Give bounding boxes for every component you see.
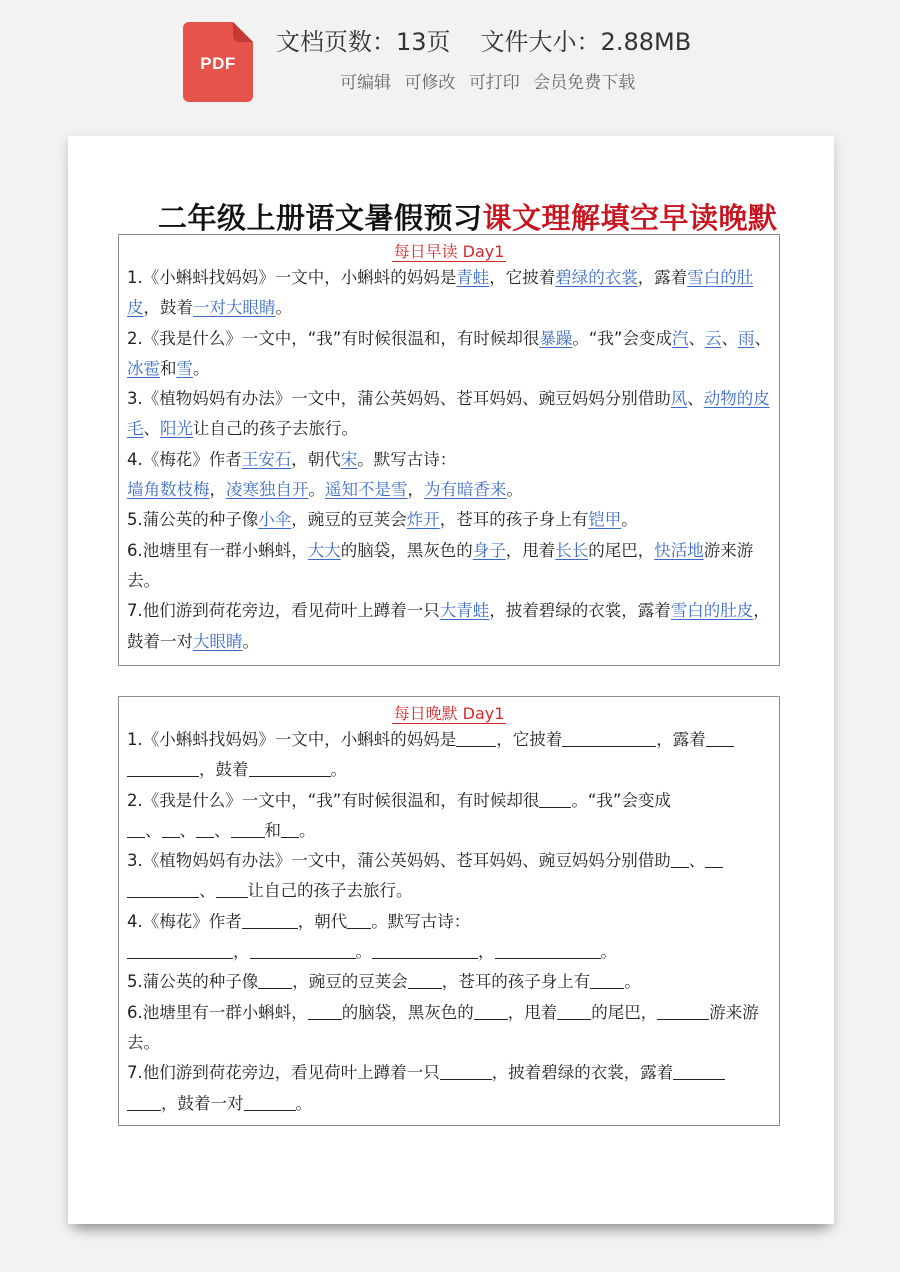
fill-blank: [127, 821, 145, 838]
fill-blank: [127, 881, 199, 898]
fill-blank: [308, 1003, 342, 1020]
item-text: 的尾巴，: [588, 540, 655, 560]
answer-text: 雪白的肚皮: [127, 268, 754, 318]
item-text: ，甩着: [507, 1002, 558, 1022]
answer-text: 王安石: [241, 449, 292, 469]
item-text: ，豌豆的豆荚会: [291, 510, 407, 530]
answer-text: 身子: [472, 540, 506, 560]
item-text: 5.蒲公英的种子像: [127, 510, 259, 530]
item-text: ，露着: [656, 730, 706, 749]
feature-modifiable: 可修改: [404, 73, 456, 93]
fill-blank: [557, 1003, 591, 1020]
feature-list: [340, 68, 635, 93]
item-text: ，它披着: [489, 268, 556, 287]
fill-blank: [242, 912, 298, 929]
fill-blank: [408, 972, 442, 989]
item-text: ，: [478, 942, 495, 962]
item-text: ，它披着: [496, 730, 563, 749]
item-text: ，披着碧绿的衣裳，露着: [489, 601, 671, 621]
fill-blank: [162, 821, 180, 838]
pdf-badge-label: PDF: [200, 54, 236, 73]
answer-text: 大大: [307, 540, 341, 560]
fill-blank: [562, 730, 656, 747]
answer-text: 小伞: [258, 510, 292, 530]
feature-editable: 可编辑: [340, 73, 391, 93]
item-text: 7.他们游到荷花旁边，看见荷叶上蹲着一只: [127, 1063, 440, 1083]
item-text: 。: [506, 480, 523, 500]
item-text: 、: [214, 820, 231, 840]
answer-text: 大青蛙: [439, 601, 490, 621]
item-text: 。: [624, 972, 641, 992]
item-text: 、: [721, 328, 738, 348]
item-text: ，露着: [637, 268, 688, 287]
morning-item: [127, 324, 771, 385]
answer-text: 雨: [737, 328, 755, 348]
item-text: ，甩着: [505, 540, 556, 560]
item-text: 1.《小蝌蚪找妈妈》一文中，小蝌蚪的妈妈是: [127, 268, 457, 287]
item-text: ，: [209, 480, 226, 500]
item-text: 4.《梅花》作者: [127, 911, 242, 931]
answer-text: 暴躁: [539, 328, 573, 348]
item-text: 、: [687, 389, 704, 409]
item-text: 的尾巴，: [591, 1002, 658, 1022]
answer-text: 青蛙: [456, 268, 490, 287]
item-text: 、: [688, 851, 706, 871]
fill-blank: [657, 1003, 709, 1020]
feature-member-download: 会员免费下载: [533, 73, 636, 93]
morning-heading: 每日早读 Day1: [393, 242, 505, 261]
item-text: ，朝代: [291, 449, 341, 469]
fill-blank: [474, 1003, 508, 1020]
item-text: 的脑袋，黑灰色的: [340, 540, 473, 560]
item-text: 、: [688, 328, 705, 348]
item-text: 7.他们游到荷花旁边，看见荷叶上蹲着一只: [127, 601, 440, 621]
item-text: 。默写古诗：: [357, 449, 457, 469]
item-text: ，朝代: [297, 911, 348, 931]
item-text: 游来游去。: [127, 1002, 759, 1052]
item-text: 1.《小蝌蚪找妈妈》一文中，小蝌蚪的妈妈是: [127, 730, 457, 749]
evening-item: [127, 1058, 771, 1119]
item-text: ，豌豆的豆荚会: [292, 972, 408, 992]
morning-item: [127, 445, 771, 506]
fill-blank: [495, 942, 601, 959]
evening-item: [127, 907, 771, 968]
item-text: 、: [199, 881, 216, 901]
fill-blank: [127, 1094, 161, 1111]
file-size: 文件大小：2.88MB: [480, 28, 692, 56]
item-text: 2.《我是什么》一文中，“我”有时候很温和，有时候却很: [127, 328, 540, 348]
item-text: ，披着碧绿的衣裳，露着: [491, 1063, 674, 1083]
fill-blank: [539, 791, 571, 808]
fill-blank: [372, 942, 478, 959]
item-text: 。: [299, 820, 316, 840]
fill-blank: [706, 730, 734, 747]
item-text: 3.《植物妈妈有办法》一文中，蒲公英妈妈、苍耳妈妈、豌豆妈妈分别借助: [127, 389, 671, 409]
fill-blank: [216, 881, 248, 898]
item-text: 、: [143, 419, 160, 439]
item-text: 6.池塘里有一群小蝌蚪，: [127, 540, 308, 560]
fill-blank: [671, 851, 689, 868]
item-text: ，鼓着: [143, 298, 193, 318]
morning-items: [119, 263, 779, 657]
morning-item: [127, 505, 771, 535]
item-text: 3.《植物妈妈有办法》一文中，蒲公英妈妈、苍耳妈妈、豌豆妈妈分别借助: [127, 851, 671, 871]
item-text: 游来游去。: [127, 540, 754, 590]
fill-blank: [127, 942, 233, 959]
fill-blank: [244, 1094, 296, 1111]
item-text: 和: [160, 358, 177, 378]
document-page: [68, 136, 834, 1224]
fill-blank: [705, 851, 723, 868]
answer-text: 铠甲: [588, 510, 622, 530]
title-red-part: 课文理解填空早读晚默: [482, 201, 778, 235]
answer-text: 阳光: [160, 419, 193, 439]
item-text: 让自己的孩子去旅行。: [247, 881, 413, 901]
answer-text: 风: [670, 389, 688, 409]
evening-heading: 每日晚默 Day1: [393, 704, 505, 723]
item-text: 和: [264, 820, 281, 840]
answer-text: 雪白的肚皮: [670, 601, 754, 621]
item-text: 。: [621, 510, 638, 530]
page-count: 文档页数：13页: [276, 28, 451, 56]
answer-text: 动物的皮毛: [127, 389, 770, 439]
pdf-file-icon: [183, 22, 253, 102]
item-text: ，鼓着一对: [127, 601, 770, 651]
fill-blank: [231, 821, 265, 838]
item-text: 。“我”会变成: [571, 790, 671, 810]
answer-text: 大眼睛: [193, 631, 243, 651]
morning-item: [127, 536, 771, 597]
answer-text: 一对大眼睛: [193, 298, 276, 318]
item-text: 让自己的孩子去旅行。: [193, 419, 358, 439]
answer-text: 炸开: [406, 510, 440, 530]
item-text: ，苍耳的孩子身上有: [439, 510, 589, 530]
item-text: 的脑袋，黑灰色的: [341, 1002, 474, 1022]
item-text: 。: [275, 298, 292, 318]
evening-item: [127, 846, 771, 907]
item-text: ，苍耳的孩子身上有: [441, 972, 591, 992]
evening-item: [127, 725, 771, 786]
morning-item: [127, 384, 771, 445]
item-text: 5.蒲公英的种子像: [127, 972, 259, 992]
answer-text: 汽: [671, 328, 689, 348]
item-text: 2.《我是什么》一文中，“我”有时候很温和，有时候却很: [127, 790, 540, 810]
morning-reading-box: [118, 234, 780, 666]
title-black-part: 二年级上册语文暑假预习: [158, 201, 483, 235]
fill-blank: [250, 942, 356, 959]
item-text: 6.池塘里有一群小蝌蚪，: [127, 1002, 308, 1022]
fill-blank: [347, 912, 371, 929]
fill-blank: [249, 760, 331, 777]
fill-blank: [281, 821, 299, 838]
fill-blank: [196, 821, 214, 838]
item-text: ，: [233, 942, 250, 962]
answer-text: 遥知不是雪: [325, 480, 408, 500]
item-text: 4.《梅花》作者: [127, 449, 242, 469]
fill-blank: [673, 1063, 725, 1080]
item-text: 。“我”会变成: [572, 328, 672, 348]
item-text: ，鼓着一对: [161, 1093, 244, 1113]
document-title: [158, 196, 778, 237]
answer-text: 雪: [176, 358, 193, 378]
item-text: 。: [242, 631, 259, 651]
answer-text: 云: [704, 328, 722, 348]
item-text: ，鼓着: [199, 760, 249, 780]
answer-text: 凌寒独自开: [226, 480, 309, 500]
item-text: 。默写古诗：: [371, 911, 471, 931]
item-text: 、: [179, 820, 196, 840]
feature-printable: 可打印: [468, 73, 520, 93]
answer-text: 快活地: [654, 540, 704, 560]
item-text: 。: [308, 480, 325, 500]
answer-text: 为有暗香来: [424, 480, 507, 500]
evening-dictation-box: [118, 696, 780, 1126]
fill-blank: [456, 730, 496, 747]
item-text: 。: [355, 942, 372, 962]
fill-blank: [590, 972, 624, 989]
evening-item: [127, 967, 771, 997]
answer-text: 长长: [555, 540, 589, 560]
evening-items: [119, 725, 779, 1119]
item-text: 。: [193, 358, 210, 378]
morning-item: [127, 263, 771, 324]
answer-text: 碧绿的衣裳: [555, 268, 638, 287]
answer-text: 宋: [340, 449, 358, 469]
file-info: [276, 22, 691, 57]
item-text: 、: [145, 820, 162, 840]
fill-blank: [440, 1063, 492, 1080]
item-text: 。: [600, 942, 617, 962]
fill-blank: [258, 972, 292, 989]
evening-item: [127, 786, 771, 847]
item-text: 、: [754, 328, 771, 348]
item-text: 。: [295, 1093, 312, 1113]
answer-text: 冰雹: [127, 358, 160, 378]
answer-text: 墙角数枝梅: [127, 480, 210, 500]
item-text: ，: [407, 480, 424, 500]
fill-blank: [127, 760, 199, 777]
item-text: 。: [330, 760, 347, 780]
evening-item: [127, 998, 771, 1059]
morning-item: [127, 596, 771, 657]
